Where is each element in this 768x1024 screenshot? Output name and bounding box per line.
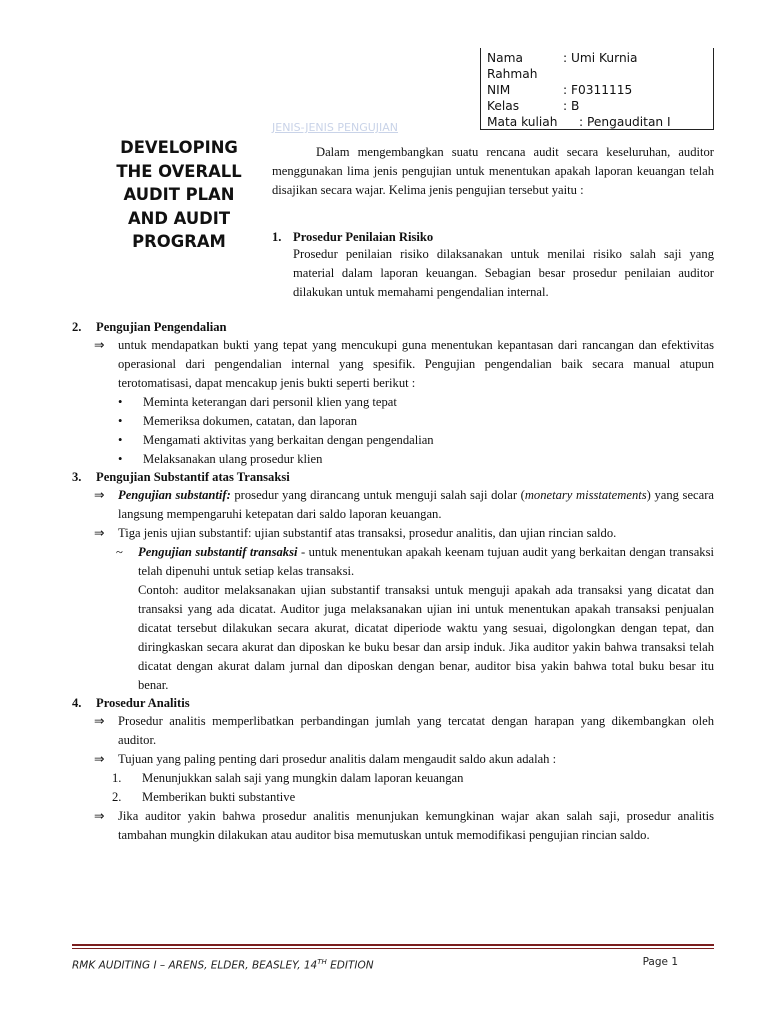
tilde-icon: ~ (116, 545, 123, 559)
section-3-arrow-item-2 (72, 524, 714, 543)
arrow-item-text: Tujuan yang paling penting dari prosedur analitis dalam mengaudit saldo akun adalah : (118, 752, 557, 766)
arrow-icon: ⇒ (94, 488, 105, 502)
page-number: Page 1 (642, 956, 678, 968)
arrow-item-text: Tiga jenis ujian substantif: ujian substantif atas transaksi, prosedur analitis, dan ujian rincian saldo. (118, 526, 617, 540)
list-item-text: Memeriksa dokumen, catatan, dan laporan (143, 414, 358, 428)
list-item-text: Memberikan bukti substantive (142, 790, 296, 804)
arrow-icon: ⇒ (94, 338, 105, 352)
subitem-text: - untuk menentukan apakah keenam tujuan audit yang berkaitan dengan transaksi telah dipenuhi untuk setiap kelas transaksi. (138, 545, 714, 578)
section-4-arrow-item-1 (72, 712, 714, 750)
list-item (118, 393, 714, 412)
list-item-text: Meminta keterangan dari personil klien yang tepat (143, 395, 397, 409)
nim-value: : F0311115 (563, 83, 633, 97)
side-title (86, 136, 272, 254)
side-title-line: PROGRAM (132, 232, 226, 252)
list-item (118, 450, 714, 469)
section-1-body: Prosedur penilaian risiko dilaksanakan untuk menilai risiko salah saji yang material dalam laporan keuangan. Sebagian besar prosedur penilaian auditor dilakukan untuk memahami pengendalian internal. (293, 247, 714, 299)
arrow-icon: ⇒ (94, 714, 105, 728)
list-item-text: Menunjukkan salah saji yang mungkin dalam laporan keuangan (142, 771, 464, 785)
section-4-arrow-item-3 (72, 807, 714, 845)
section-title: Pengujian Substantif atas Transaksi (96, 470, 290, 484)
footer-superscript: TH (317, 958, 327, 966)
list-number: 1. (112, 771, 122, 785)
arrow-item-text: prosedur yang dirancang untuk menguji salah saji dolar ( (230, 488, 525, 502)
section-3-heading (72, 469, 714, 486)
term-bold: Pengujian substantif: (118, 488, 231, 502)
section-4-heading (72, 695, 714, 712)
faint-heading: JENIS-JENIS PENGUJIAN (272, 121, 399, 134)
example-text: Contoh: auditor melaksanakan ujian substantif transaksi untuk menguji apakah ada transaksi yang dicatat dan transaksi yang ada dicatat. Auditor juga melaksanakan ujian ini untuk menentukan apakah transaksi penjualan dicatat tersebut dilakukan secara akurat, dicatat diperiode waktu yang sesuai, digolongkan dengan tepat, dan diringkaskan secara akurat dan diposkan ke buku besar dan arsip induk. Jika auditor yakin bahwa transaksi telah dicatat dengan akurat dalam jurnal dan diposkan dengan benar, auditor bisa yakin bahwa total buku besar itu benar. (138, 583, 714, 692)
section-number: 1. (272, 230, 282, 244)
nama-value-cont: Rahmah (487, 67, 538, 81)
footer-text: EDITION (326, 959, 374, 972)
intro-paragraph (272, 143, 714, 200)
term-bold: Pengujian substantif transaksi (138, 545, 298, 559)
section-3-arrow-item-1 (72, 486, 714, 524)
list-item (118, 412, 714, 431)
bullet-icon: • (118, 395, 123, 409)
footer-course-label (72, 953, 374, 976)
student-info-box (480, 48, 714, 130)
list-item (118, 431, 714, 450)
bullet-icon: • (118, 414, 123, 428)
section-2-bullet-list (72, 393, 714, 469)
footer-divider (72, 944, 714, 946)
side-title-line: DEVELOPING (120, 138, 238, 157)
section-number: 2. (72, 320, 82, 334)
side-title-line: THE OVERALL (116, 161, 242, 181)
side-title-line: AND AUDIT (127, 208, 231, 228)
section-number: 3. (72, 470, 82, 484)
arrow-icon: ⇒ (94, 752, 105, 766)
arrow-item-text: Jika auditor yakin bahwa prosedur analitis menunjukan kemungkinan wajar akan salah saji, prosedur analitis tambahan mungkin dilakukan atau auditor bisa memutuskan untuk memodifikasi pengujian rincian saldo. (118, 809, 714, 842)
section-2-heading (72, 319, 714, 336)
arrow-item-text: ) yang secara langsung mempengaruhi ketepatan dari saldo laporan keuangan. (118, 488, 714, 521)
info-row-nama (487, 50, 713, 66)
intro-text: Dalam mengembangkan suatu rencana audit secara keseluruhan, auditor menggunakan lima jenis pengujian untuk menentukan apakah laporan keuangan telah disajikan secara wajar. Kelima jenis pengujian tersebut yaitu : (272, 145, 714, 197)
arrow-icon: ⇒ (94, 809, 105, 823)
list-item-text: Mengamati aktivitas yang berkaitan dengan pengendalian (143, 433, 434, 447)
bullet-icon: • (118, 433, 123, 447)
list-item (112, 788, 714, 807)
section-title: Pengujian Pengendalian (96, 320, 227, 334)
footer-text: RMK AUDITING I – ARENS, ELDER, BEASLEY, 14 (72, 959, 318, 972)
footer-divider (72, 948, 714, 949)
info-row-nim (487, 82, 713, 98)
info-row-kelas (487, 98, 713, 114)
section-3-subitem (72, 543, 714, 695)
info-row-nama-cont (487, 66, 713, 82)
term-italic: monetary misstatements (524, 488, 647, 502)
nama-label: Nama (487, 51, 523, 65)
matakuliah-value: : Pengauditan I (579, 115, 671, 129)
section-title: Prosedur Analitis (96, 696, 190, 710)
section-2-arrow-item (72, 336, 714, 393)
list-item-text: Melaksanakan ulang prosedur klien (143, 452, 323, 466)
nama-value: : Umi Kurnia (563, 51, 638, 65)
info-row-matakuliah (487, 114, 713, 130)
nim-label: NIM (487, 83, 511, 97)
arrow-item-text: Prosedur analitis memperlibatkan perbandingan jumlah yang tercatat dengan harapan yang dikembangkan oleh auditor. (118, 714, 714, 747)
list-item (112, 769, 714, 788)
arrow-item-text: untuk mendapatkan bukti yang tepat yang mencukupi guna menentukan kepantasan dari rancangan dan efektivitas operasional dari pengendalian internal yang spesifik. Pengujian pengendalian baik secara manual atupun terotomatisasi, dapat mencakup jenis bukti seperti berikut : (118, 338, 714, 390)
main-content (72, 319, 714, 845)
matakuliah-label: Mata kuliah (487, 115, 558, 129)
kelas-value: : B (563, 99, 580, 113)
kelas-label: Kelas (487, 99, 520, 113)
bullet-icon: • (118, 452, 123, 466)
list-number: 2. (112, 790, 122, 804)
side-title-line: AUDIT PLAN (123, 185, 235, 205)
section-number: 4. (72, 696, 82, 710)
arrow-icon: ⇒ (94, 526, 105, 540)
section-4-numbered-list (72, 769, 714, 807)
section-title: Prosedur Penilaian Risiko (293, 230, 434, 244)
section-4-arrow-item-2 (72, 750, 714, 769)
